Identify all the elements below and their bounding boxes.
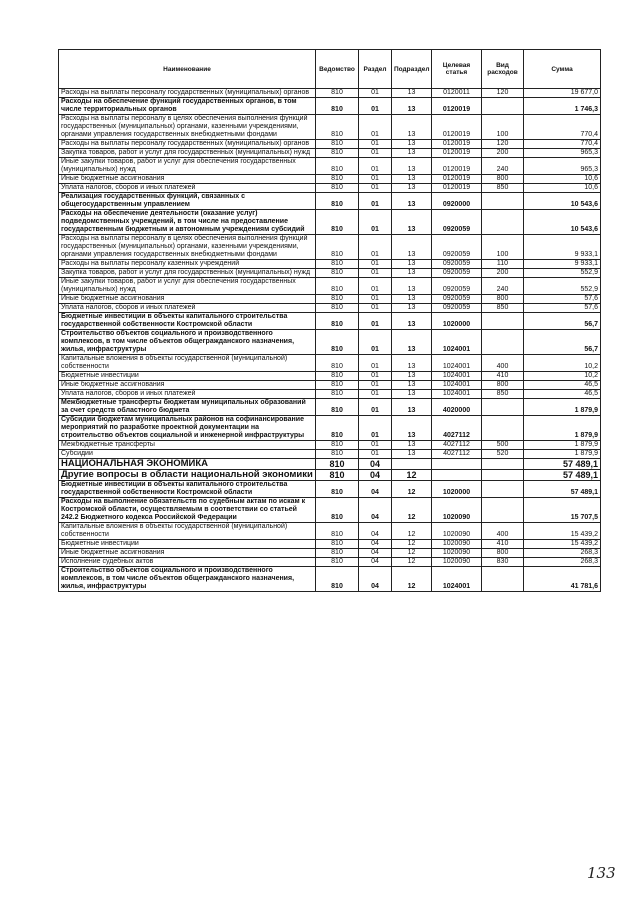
cell-dept: 810 [316,567,359,592]
cell-section: 01 [359,235,392,260]
cell-target: 1020090 [432,523,482,540]
cell-subsection: 13 [392,399,432,416]
cell-subsection: 13 [392,210,432,235]
cell-subsection: 13 [392,372,432,381]
cell-target [432,470,482,481]
cell-target: 0120019 [432,115,482,140]
cell-sum: 56,7 [524,330,601,355]
cell-dept: 810 [316,158,359,175]
cell-subsection: 13 [392,98,432,115]
cell-target [432,459,482,470]
cell-name: Строительство объектов социального и производственного комплексов, в том числе объектов общегражданского назначения, жилья, инфраструктуры [59,330,316,355]
cell-name: Расходы на выплаты персоналу казенных учреждений [59,260,316,269]
cell-sum: 56,7 [524,313,601,330]
cell-target: 0920000 [432,193,482,210]
cell-name: НАЦИОНАЛЬНАЯ ЭКОНОМИКА [59,459,316,470]
cell-target: 0120019 [432,184,482,193]
cell-section: 04 [359,549,392,558]
cell-dept: 810 [316,235,359,260]
cell-section: 01 [359,115,392,140]
cell-subsection: 12 [392,470,432,481]
table-row [59,269,601,278]
cell-dept: 810 [316,278,359,295]
cell-type: 200 [482,269,524,278]
cell-dept: 810 [316,295,359,304]
table-row [59,416,601,441]
table-row [59,459,601,470]
cell-subsection: 13 [392,140,432,149]
cell-target: 0920059 [432,210,482,235]
cell-subsection: 13 [392,330,432,355]
cell-type: 410 [482,540,524,549]
cell-dept: 810 [316,390,359,399]
cell-subsection: 12 [392,523,432,540]
cell-type: 850 [482,304,524,313]
cell-dept: 810 [316,210,359,235]
cell-sum: 19 677,0 [524,89,601,98]
cell-section: 01 [359,149,392,158]
cell-type: 850 [482,184,524,193]
cell-dept: 810 [316,184,359,193]
cell-subsection: 13 [392,313,432,330]
cell-sum: 10,6 [524,184,601,193]
cell-sum: 9 933,1 [524,235,601,260]
cell-name: Строительство объектов социального и производственного комплексов, в том числе объектов общегражданского назначения, жилья, инфраструктуры [59,567,316,592]
cell-subsection: 12 [392,481,432,498]
header-type: Вид расходов [482,50,524,89]
cell-dept: 810 [316,313,359,330]
cell-subsection: 13 [392,390,432,399]
cell-section: 04 [359,481,392,498]
cell-sum: 770,4 [524,140,601,149]
cell-target: 4027112 [432,441,482,450]
cell-section: 01 [359,184,392,193]
cell-target: 0920059 [432,304,482,313]
table-row [59,304,601,313]
cell-name: Субсидии бюджетам муниципальных районов на софинансирование мероприятий по разработке проектной документации на строительство объектов социальной и инженерной инфраструктуры [59,416,316,441]
cell-subsection: 13 [392,149,432,158]
cell-subsection: 13 [392,441,432,450]
table-row [59,98,601,115]
cell-target: 0120019 [432,158,482,175]
table-row [59,295,601,304]
cell-name: Реализация государственных функций, связанных с общегосударственным управлением [59,193,316,210]
cell-target: 0120019 [432,140,482,149]
cell-section: 01 [359,450,392,459]
table-row [59,390,601,399]
cell-name: Уплата налогов, сборов и иных платежей [59,304,316,313]
cell-section: 04 [359,470,392,481]
cell-name: Иные бюджетные ассигнования [59,175,316,184]
cell-type [482,330,524,355]
cell-subsection: 13 [392,89,432,98]
cell-dept: 810 [316,540,359,549]
cell-name: Расходы на выплаты персоналу в целях обеспечения выполнения функций государственных (муниципальных) органами, казенными учреждениями, органами управления государственных внебюджетными фондами [59,235,316,260]
cell-type [482,313,524,330]
cell-dept: 810 [316,416,359,441]
cell-dept: 810 [316,98,359,115]
cell-target: 0120019 [432,175,482,184]
cell-section: 01 [359,330,392,355]
cell-target: 1024001 [432,381,482,390]
cell-subsection [392,459,432,470]
table-row [59,115,601,140]
cell-subsection: 13 [392,115,432,140]
cell-name: Расходы на обеспечение деятельности (оказание услуг) подведомственных учреждений, в том числе на предоставление государственным бюджетным и автономным учреждениям субсидий [59,210,316,235]
cell-target: 0920059 [432,278,482,295]
cell-name: Закупка товаров, работ и услуг для государственных (муниципальных) нужд [59,269,316,278]
cell-name: Другие вопросы в области национальной экономики [59,470,316,481]
cell-name: Бюджетные инвестиции в объекты капитального строительства государственной собственности Костромской области [59,313,316,330]
cell-type: 410 [482,372,524,381]
cell-dept: 810 [316,115,359,140]
table-row [59,175,601,184]
table-row [59,567,601,592]
cell-subsection: 13 [392,278,432,295]
cell-type [482,470,524,481]
table-row [59,381,601,390]
cell-target: 1020090 [432,540,482,549]
cell-sum: 41 781,6 [524,567,601,592]
cell-subsection: 13 [392,235,432,260]
cell-section: 01 [359,193,392,210]
cell-target: 1020000 [432,481,482,498]
cell-type: 830 [482,558,524,567]
cell-target: 1024001 [432,390,482,399]
cell-dept: 810 [316,381,359,390]
cell-subsection: 13 [392,304,432,313]
cell-type [482,498,524,523]
table-row [59,260,601,269]
cell-sum: 10,2 [524,355,601,372]
cell-sum: 15 439,2 [524,540,601,549]
cell-dept: 810 [316,330,359,355]
table-row [59,355,601,372]
cell-dept: 810 [316,355,359,372]
table-row [59,372,601,381]
cell-sum: 770,4 [524,115,601,140]
budget-table [58,49,601,592]
cell-dept: 810 [316,523,359,540]
cell-type: 800 [482,549,524,558]
cell-name: Уплата налогов, сборов и иных платежей [59,390,316,399]
table-row [59,523,601,540]
cell-type: 120 [482,140,524,149]
cell-sum: 10,6 [524,175,601,184]
cell-target: 1020000 [432,313,482,330]
cell-subsection: 12 [392,540,432,549]
cell-section: 01 [359,381,392,390]
cell-name: Расходы на выплаты персоналу в целях обеспечения выполнения функций государственных (муниципальных) органами, казенными учреждениями, органами управления государственных внебюджетными фондами [59,115,316,140]
cell-sum: 268,3 [524,558,601,567]
cell-sum: 1 746,3 [524,98,601,115]
header-subsection: Подраздел [392,50,432,89]
cell-type [482,193,524,210]
header-sum: Сумма [524,50,601,89]
cell-sum: 46,5 [524,381,601,390]
cell-dept: 810 [316,372,359,381]
cell-target: 1020090 [432,558,482,567]
cell-name: Бюджетные инвестиции [59,372,316,381]
cell-sum: 268,3 [524,549,601,558]
cell-target: 1024001 [432,567,482,592]
cell-section: 01 [359,372,392,381]
cell-section: 01 [359,175,392,184]
cell-dept: 810 [316,175,359,184]
cell-name: Иные закупки товаров, работ и услуг для обеспечения государственных (муниципальных) нужд [59,278,316,295]
table-row [59,441,601,450]
table-row [59,235,601,260]
cell-sum: 57 489,1 [524,459,601,470]
table-row [59,158,601,175]
cell-target: 0120019 [432,149,482,158]
cell-subsection: 13 [392,416,432,441]
cell-subsection: 13 [392,355,432,372]
cell-dept: 810 [316,140,359,149]
cell-target: 0920059 [432,269,482,278]
cell-section: 04 [359,540,392,549]
cell-type: 200 [482,149,524,158]
cell-subsection: 13 [392,295,432,304]
cell-section: 04 [359,567,392,592]
cell-target: 1024001 [432,355,482,372]
cell-section: 04 [359,459,392,470]
cell-type: 800 [482,381,524,390]
cell-type: 400 [482,523,524,540]
cell-target: 4027112 [432,450,482,459]
cell-name: Капитальные вложения в объекты государственной (муниципальной) собственности [59,355,316,372]
cell-name: Расходы на обеспечение функций государственных органов, в том числе территориальных органов [59,98,316,115]
header-dept: Ведомство [316,50,359,89]
table-row [59,399,601,416]
cell-target: 1024001 [432,330,482,355]
cell-target: 0920059 [432,295,482,304]
cell-name: Расходы на выплаты персоналу государственных (муниципальных) органов [59,89,316,98]
table-row [59,140,601,149]
cell-sum: 15 707,5 [524,498,601,523]
table-row [59,210,601,235]
cell-type: 100 [482,235,524,260]
cell-section: 01 [359,399,392,416]
cell-subsection: 12 [392,549,432,558]
cell-subsection: 13 [392,193,432,210]
table-row [59,313,601,330]
cell-section: 01 [359,416,392,441]
cell-section: 01 [359,313,392,330]
cell-type: 500 [482,441,524,450]
cell-dept: 810 [316,193,359,210]
cell-target: 1020090 [432,549,482,558]
cell-type [482,399,524,416]
cell-dept: 810 [316,441,359,450]
cell-target: 1020090 [432,498,482,523]
table-row [59,558,601,567]
cell-sum: 1 879,9 [524,450,601,459]
cell-dept: 810 [316,498,359,523]
cell-sum: 10 543,6 [524,193,601,210]
header-target: Целевая статья [432,50,482,89]
table-row [59,540,601,549]
table-row [59,330,601,355]
cell-type [482,567,524,592]
cell-target: 0920059 [432,260,482,269]
cell-dept: 810 [316,481,359,498]
cell-type: 800 [482,175,524,184]
cell-section: 01 [359,355,392,372]
cell-name: Иные бюджетные ассигнования [59,549,316,558]
cell-name: Межбюджетные трансферты бюджетам муниципальных образований за счет средств областного бюджета [59,399,316,416]
cell-type: 800 [482,295,524,304]
cell-dept: 810 [316,470,359,481]
cell-dept: 810 [316,149,359,158]
cell-name: Иные бюджетные ассигнования [59,381,316,390]
cell-dept: 810 [316,260,359,269]
cell-subsection: 13 [392,175,432,184]
cell-name: Бюджетные инвестиции в объекты капитального строительства государственной собственности Костромской области [59,481,316,498]
cell-subsection: 13 [392,269,432,278]
cell-sum: 57,6 [524,304,601,313]
cell-sum: 57 489,1 [524,481,601,498]
cell-sum: 552,9 [524,278,601,295]
table-row [59,481,601,498]
cell-dept: 810 [316,549,359,558]
header-row [59,50,601,89]
cell-sum: 1 879,9 [524,441,601,450]
cell-dept: 810 [316,450,359,459]
cell-subsection: 13 [392,450,432,459]
cell-name: Бюджетные инвестиции [59,540,316,549]
cell-type [482,416,524,441]
cell-name: Межбюджетные трансферты [59,441,316,450]
cell-type [482,210,524,235]
cell-type: 850 [482,390,524,399]
cell-sum: 1 879,9 [524,399,601,416]
cell-section: 01 [359,210,392,235]
cell-target: 1024001 [432,372,482,381]
header-name: Наименование [59,50,316,89]
cell-section: 01 [359,390,392,399]
cell-sum: 1 879,9 [524,416,601,441]
cell-type: 400 [482,355,524,372]
cell-sum: 965,3 [524,149,601,158]
cell-dept: 810 [316,89,359,98]
cell-section: 01 [359,441,392,450]
cell-target: 0120019 [432,98,482,115]
cell-sum: 9 933,1 [524,260,601,269]
table-row [59,89,601,98]
cell-name: Расходы на выполнение обязательств по судебным актам по искам к Костромской области, осуществляемым в соответствии со статьей 242.2 Бюджетного кодекса Российской Федерации [59,498,316,523]
cell-type [482,481,524,498]
cell-name: Исполнение судебных актов [59,558,316,567]
cell-type [482,98,524,115]
cell-name: Иные бюджетные ассигнования [59,295,316,304]
cell-name: Иные закупки товаров, работ и услуг для обеспечения государственных (муниципальных) нужд [59,158,316,175]
cell-subsection: 13 [392,184,432,193]
cell-section: 01 [359,304,392,313]
cell-section: 04 [359,523,392,540]
cell-subsection: 12 [392,558,432,567]
cell-dept: 810 [316,269,359,278]
cell-dept: 810 [316,459,359,470]
cell-target: 4027112 [432,416,482,441]
cell-section: 01 [359,158,392,175]
cell-type: 120 [482,89,524,98]
cell-section: 01 [359,260,392,269]
cell-section: 01 [359,295,392,304]
cell-subsection: 13 [392,381,432,390]
table-body [59,89,601,592]
cell-type: 240 [482,158,524,175]
cell-section: 04 [359,498,392,523]
page-number: 133 [587,864,616,882]
cell-sum: 57 489,1 [524,470,601,481]
table-row [59,184,601,193]
cell-sum: 15 439,2 [524,523,601,540]
cell-name: Уплата налогов, сборов и иных платежей [59,184,316,193]
cell-section: 01 [359,269,392,278]
cell-type: 240 [482,278,524,295]
cell-dept: 810 [316,558,359,567]
cell-target: 4020000 [432,399,482,416]
cell-subsection: 13 [392,260,432,269]
cell-name: Субсидии [59,450,316,459]
cell-section: 01 [359,98,392,115]
cell-dept: 810 [316,304,359,313]
cell-sum: 57,6 [524,295,601,304]
cell-name: Капитальные вложения в объекты государственной (муниципальной) собственности [59,523,316,540]
cell-section: 01 [359,278,392,295]
table-row [59,149,601,158]
cell-target: 0920059 [432,235,482,260]
cell-sum: 552,9 [524,269,601,278]
cell-type: 110 [482,260,524,269]
cell-sum: 10 543,6 [524,210,601,235]
cell-target: 0120011 [432,89,482,98]
cell-type: 100 [482,115,524,140]
cell-section: 04 [359,558,392,567]
cell-sum: 10,2 [524,372,601,381]
cell-type [482,459,524,470]
header-section: Раздел [359,50,392,89]
cell-dept: 810 [316,399,359,416]
cell-name: Закупка товаров, работ и услуг для государственных (муниципальных) нужд [59,149,316,158]
table-row [59,193,601,210]
cell-section: 01 [359,140,392,149]
table-row [59,470,601,481]
cell-sum: 965,3 [524,158,601,175]
table-row [59,549,601,558]
table-row [59,498,601,523]
cell-name: Расходы на выплаты персоналу государственных (муниципальных) органов [59,140,316,149]
cell-sum: 46,5 [524,390,601,399]
table-row [59,278,601,295]
cell-type: 520 [482,450,524,459]
cell-subsection: 12 [392,498,432,523]
cell-section: 01 [359,89,392,98]
cell-subsection: 13 [392,158,432,175]
cell-subsection: 12 [392,567,432,592]
